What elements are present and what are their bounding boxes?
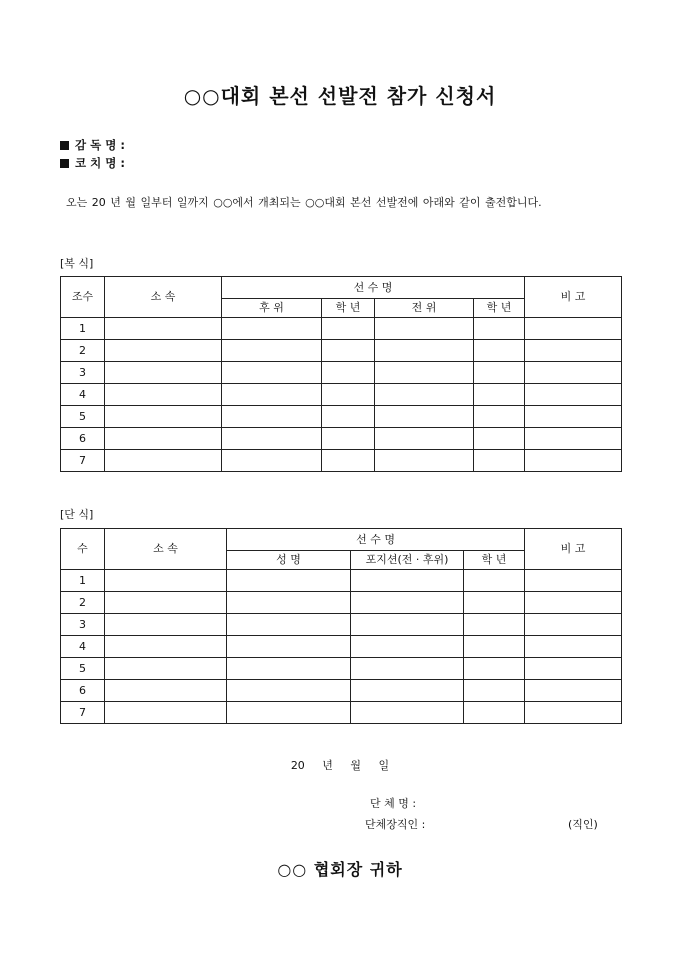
doubles-entry-cell[interactable] xyxy=(375,340,474,362)
intro-paragraph: 오는 20 년 월 일부터 일까지 ○○에서 개최되는 ○○대회 본선 선발전에 아래와 같이 출전합니다. xyxy=(66,196,542,209)
doubles-entry-cell[interactable] xyxy=(474,406,525,428)
singles-row-number: 6 xyxy=(61,680,105,702)
doubles-entry-cell[interactable] xyxy=(322,318,375,340)
singles-entry-cell[interactable] xyxy=(525,636,622,658)
seal-mark: (직인) xyxy=(568,818,598,831)
singles-header-name: 성 명 xyxy=(227,551,351,570)
doubles-entry-cell[interactable] xyxy=(222,318,322,340)
doubles-entry-cell[interactable] xyxy=(105,384,222,406)
doubles-row xyxy=(61,318,622,340)
singles-row-number: 1 xyxy=(61,570,105,592)
doubles-row xyxy=(61,428,622,450)
doubles-entry-cell[interactable] xyxy=(222,384,322,406)
singles-row xyxy=(61,702,622,724)
singles-row-number: 7 xyxy=(61,702,105,724)
doubles-entry-cell[interactable] xyxy=(105,450,222,472)
singles-row xyxy=(61,614,622,636)
doubles-header-group: 조수 xyxy=(61,277,105,318)
doubles-entry-cell[interactable] xyxy=(105,362,222,384)
doubles-row-number: 1 xyxy=(61,318,105,340)
doubles-entry-cell[interactable] xyxy=(525,450,622,472)
doubles-entry-cell[interactable] xyxy=(222,450,322,472)
recipient-footer: ○○ 협회장 귀하 xyxy=(277,860,403,879)
doubles-row-number: 4 xyxy=(61,384,105,406)
doubles-entry-cell[interactable] xyxy=(105,318,222,340)
doubles-table xyxy=(60,276,622,472)
singles-entry-cell[interactable] xyxy=(464,636,525,658)
singles-entry-cell[interactable] xyxy=(227,614,351,636)
singles-entry-cell[interactable] xyxy=(105,658,227,680)
singles-entry-cell[interactable] xyxy=(227,592,351,614)
singles-entry-cell[interactable] xyxy=(227,658,351,680)
singles-entry-cell[interactable] xyxy=(105,592,227,614)
doubles-row xyxy=(61,340,622,362)
doubles-entry-cell[interactable] xyxy=(375,406,474,428)
doubles-entry-cell[interactable] xyxy=(222,340,322,362)
singles-entry-cell[interactable] xyxy=(105,614,227,636)
singles-entry-cell[interactable] xyxy=(525,658,622,680)
doubles-entry-cell[interactable] xyxy=(474,362,525,384)
doubles-entry-cell[interactable] xyxy=(222,362,322,384)
singles-entry-cell[interactable] xyxy=(227,702,351,724)
doubles-header-grade2: 학 년 xyxy=(474,299,525,318)
singles-entry-cell[interactable] xyxy=(525,592,622,614)
doubles-entry-cell[interactable] xyxy=(105,406,222,428)
doubles-entry-cell[interactable] xyxy=(474,384,525,406)
doubles-entry-cell[interactable] xyxy=(375,428,474,450)
singles-entry-cell[interactable] xyxy=(464,614,525,636)
singles-entry-cell[interactable] xyxy=(351,680,464,702)
singles-entry-cell[interactable] xyxy=(351,592,464,614)
singles-entry-cell[interactable] xyxy=(464,680,525,702)
doubles-entry-cell[interactable] xyxy=(375,384,474,406)
singles-row-number: 5 xyxy=(61,658,105,680)
coach-label: 코 치 명 : xyxy=(75,156,125,170)
singles-row-number: 3 xyxy=(61,614,105,636)
doubles-entry-cell[interactable] xyxy=(322,450,375,472)
doubles-row xyxy=(61,384,622,406)
doubles-row-number: 2 xyxy=(61,340,105,362)
doubles-entry-cell[interactable] xyxy=(474,450,525,472)
singles-entry-cell[interactable] xyxy=(105,680,227,702)
doubles-entry-cell[interactable] xyxy=(222,406,322,428)
doubles-entry-cell[interactable] xyxy=(525,406,622,428)
doubles-entry-cell[interactable] xyxy=(525,428,622,450)
doubles-entry-cell[interactable] xyxy=(322,428,375,450)
doubles-entry-cell[interactable] xyxy=(525,362,622,384)
doubles-entry-cell[interactable] xyxy=(375,450,474,472)
doubles-entry-cell[interactable] xyxy=(322,340,375,362)
doubles-entry-cell[interactable] xyxy=(474,428,525,450)
singles-entry-cell[interactable] xyxy=(351,658,464,680)
coach-field xyxy=(60,155,125,171)
singles-section-label: [단 식] xyxy=(60,508,94,521)
singles-entry-cell[interactable] xyxy=(227,636,351,658)
square-bullet-icon xyxy=(60,141,69,150)
organization-name-label: 단 체 명 : xyxy=(370,797,417,810)
singles-header-grade: 학 년 xyxy=(464,551,525,570)
doubles-row xyxy=(61,450,622,472)
doubles-entry-cell[interactable] xyxy=(322,406,375,428)
doubles-header-grade1: 학 년 xyxy=(322,299,375,318)
doubles-section-label: [복 식] xyxy=(60,257,94,270)
doubles-entry-cell[interactable] xyxy=(375,318,474,340)
singles-entry-cell[interactable] xyxy=(525,702,622,724)
doubles-row xyxy=(61,362,622,384)
square-bullet-icon xyxy=(60,159,69,168)
singles-header-number: 수 xyxy=(61,529,105,570)
singles-row xyxy=(61,636,622,658)
doubles-header-front: 전 위 xyxy=(375,299,474,318)
doubles-row-number: 3 xyxy=(61,362,105,384)
doubles-entry-cell[interactable] xyxy=(474,318,525,340)
document-title: ○○대회 본선 선발전 참가 신청서 xyxy=(183,84,497,108)
doubles-row-number: 6 xyxy=(61,428,105,450)
director-field xyxy=(60,137,125,153)
singles-entry-cell[interactable] xyxy=(351,614,464,636)
singles-entry-cell[interactable] xyxy=(464,592,525,614)
singles-row xyxy=(61,680,622,702)
singles-header-affiliation: 소 속 xyxy=(105,529,227,570)
singles-entry-cell[interactable] xyxy=(227,680,351,702)
doubles-entry-cell[interactable] xyxy=(525,318,622,340)
singles-row-number: 4 xyxy=(61,636,105,658)
doubles-entry-cell[interactable] xyxy=(322,362,375,384)
doubles-entry-cell[interactable] xyxy=(105,340,222,362)
singles-entry-cell[interactable] xyxy=(464,658,525,680)
singles-table xyxy=(60,528,622,724)
singles-header-players: 선 수 명 xyxy=(227,529,525,551)
director-label: 감 독 명 : xyxy=(75,138,125,152)
singles-header-position: 포지션(전 · 후위) xyxy=(351,551,464,570)
singles-header-remarks: 비 고 xyxy=(525,529,622,570)
singles-entry-cell[interactable] xyxy=(351,570,464,592)
singles-entry-cell[interactable] xyxy=(227,570,351,592)
doubles-entry-cell[interactable] xyxy=(222,428,322,450)
singles-row xyxy=(61,570,622,592)
singles-entry-cell[interactable] xyxy=(105,636,227,658)
doubles-header-affiliation: 소 속 xyxy=(105,277,222,318)
doubles-entry-cell[interactable] xyxy=(105,428,222,450)
organization-head-label: 단체장직인 : xyxy=(365,818,426,831)
singles-entry-cell[interactable] xyxy=(351,636,464,658)
singles-row-number: 2 xyxy=(61,592,105,614)
doubles-entry-cell[interactable] xyxy=(322,384,375,406)
doubles-row-number: 7 xyxy=(61,450,105,472)
singles-entry-cell[interactable] xyxy=(525,614,622,636)
doubles-entry-cell[interactable] xyxy=(375,362,474,384)
doubles-row-number: 5 xyxy=(61,406,105,428)
doubles-entry-cell[interactable] xyxy=(474,340,525,362)
singles-entry-cell[interactable] xyxy=(351,702,464,724)
singles-entry-cell[interactable] xyxy=(105,702,227,724)
doubles-header-players: 선 수 명 xyxy=(222,277,525,299)
doubles-entry-cell[interactable] xyxy=(525,340,622,362)
singles-entry-cell[interactable] xyxy=(525,570,622,592)
doubles-row xyxy=(61,406,622,428)
singles-entry-cell[interactable] xyxy=(105,570,227,592)
application-date: 20 년 월 일 xyxy=(290,759,390,772)
singles-row xyxy=(61,658,622,680)
singles-entry-cell[interactable] xyxy=(464,570,525,592)
singles-entry-cell[interactable] xyxy=(464,702,525,724)
doubles-entry-cell[interactable] xyxy=(525,384,622,406)
doubles-header-remarks: 비 고 xyxy=(525,277,622,318)
doubles-header-rear: 후 위 xyxy=(222,299,322,318)
singles-entry-cell[interactable] xyxy=(525,680,622,702)
singles-row xyxy=(61,592,622,614)
